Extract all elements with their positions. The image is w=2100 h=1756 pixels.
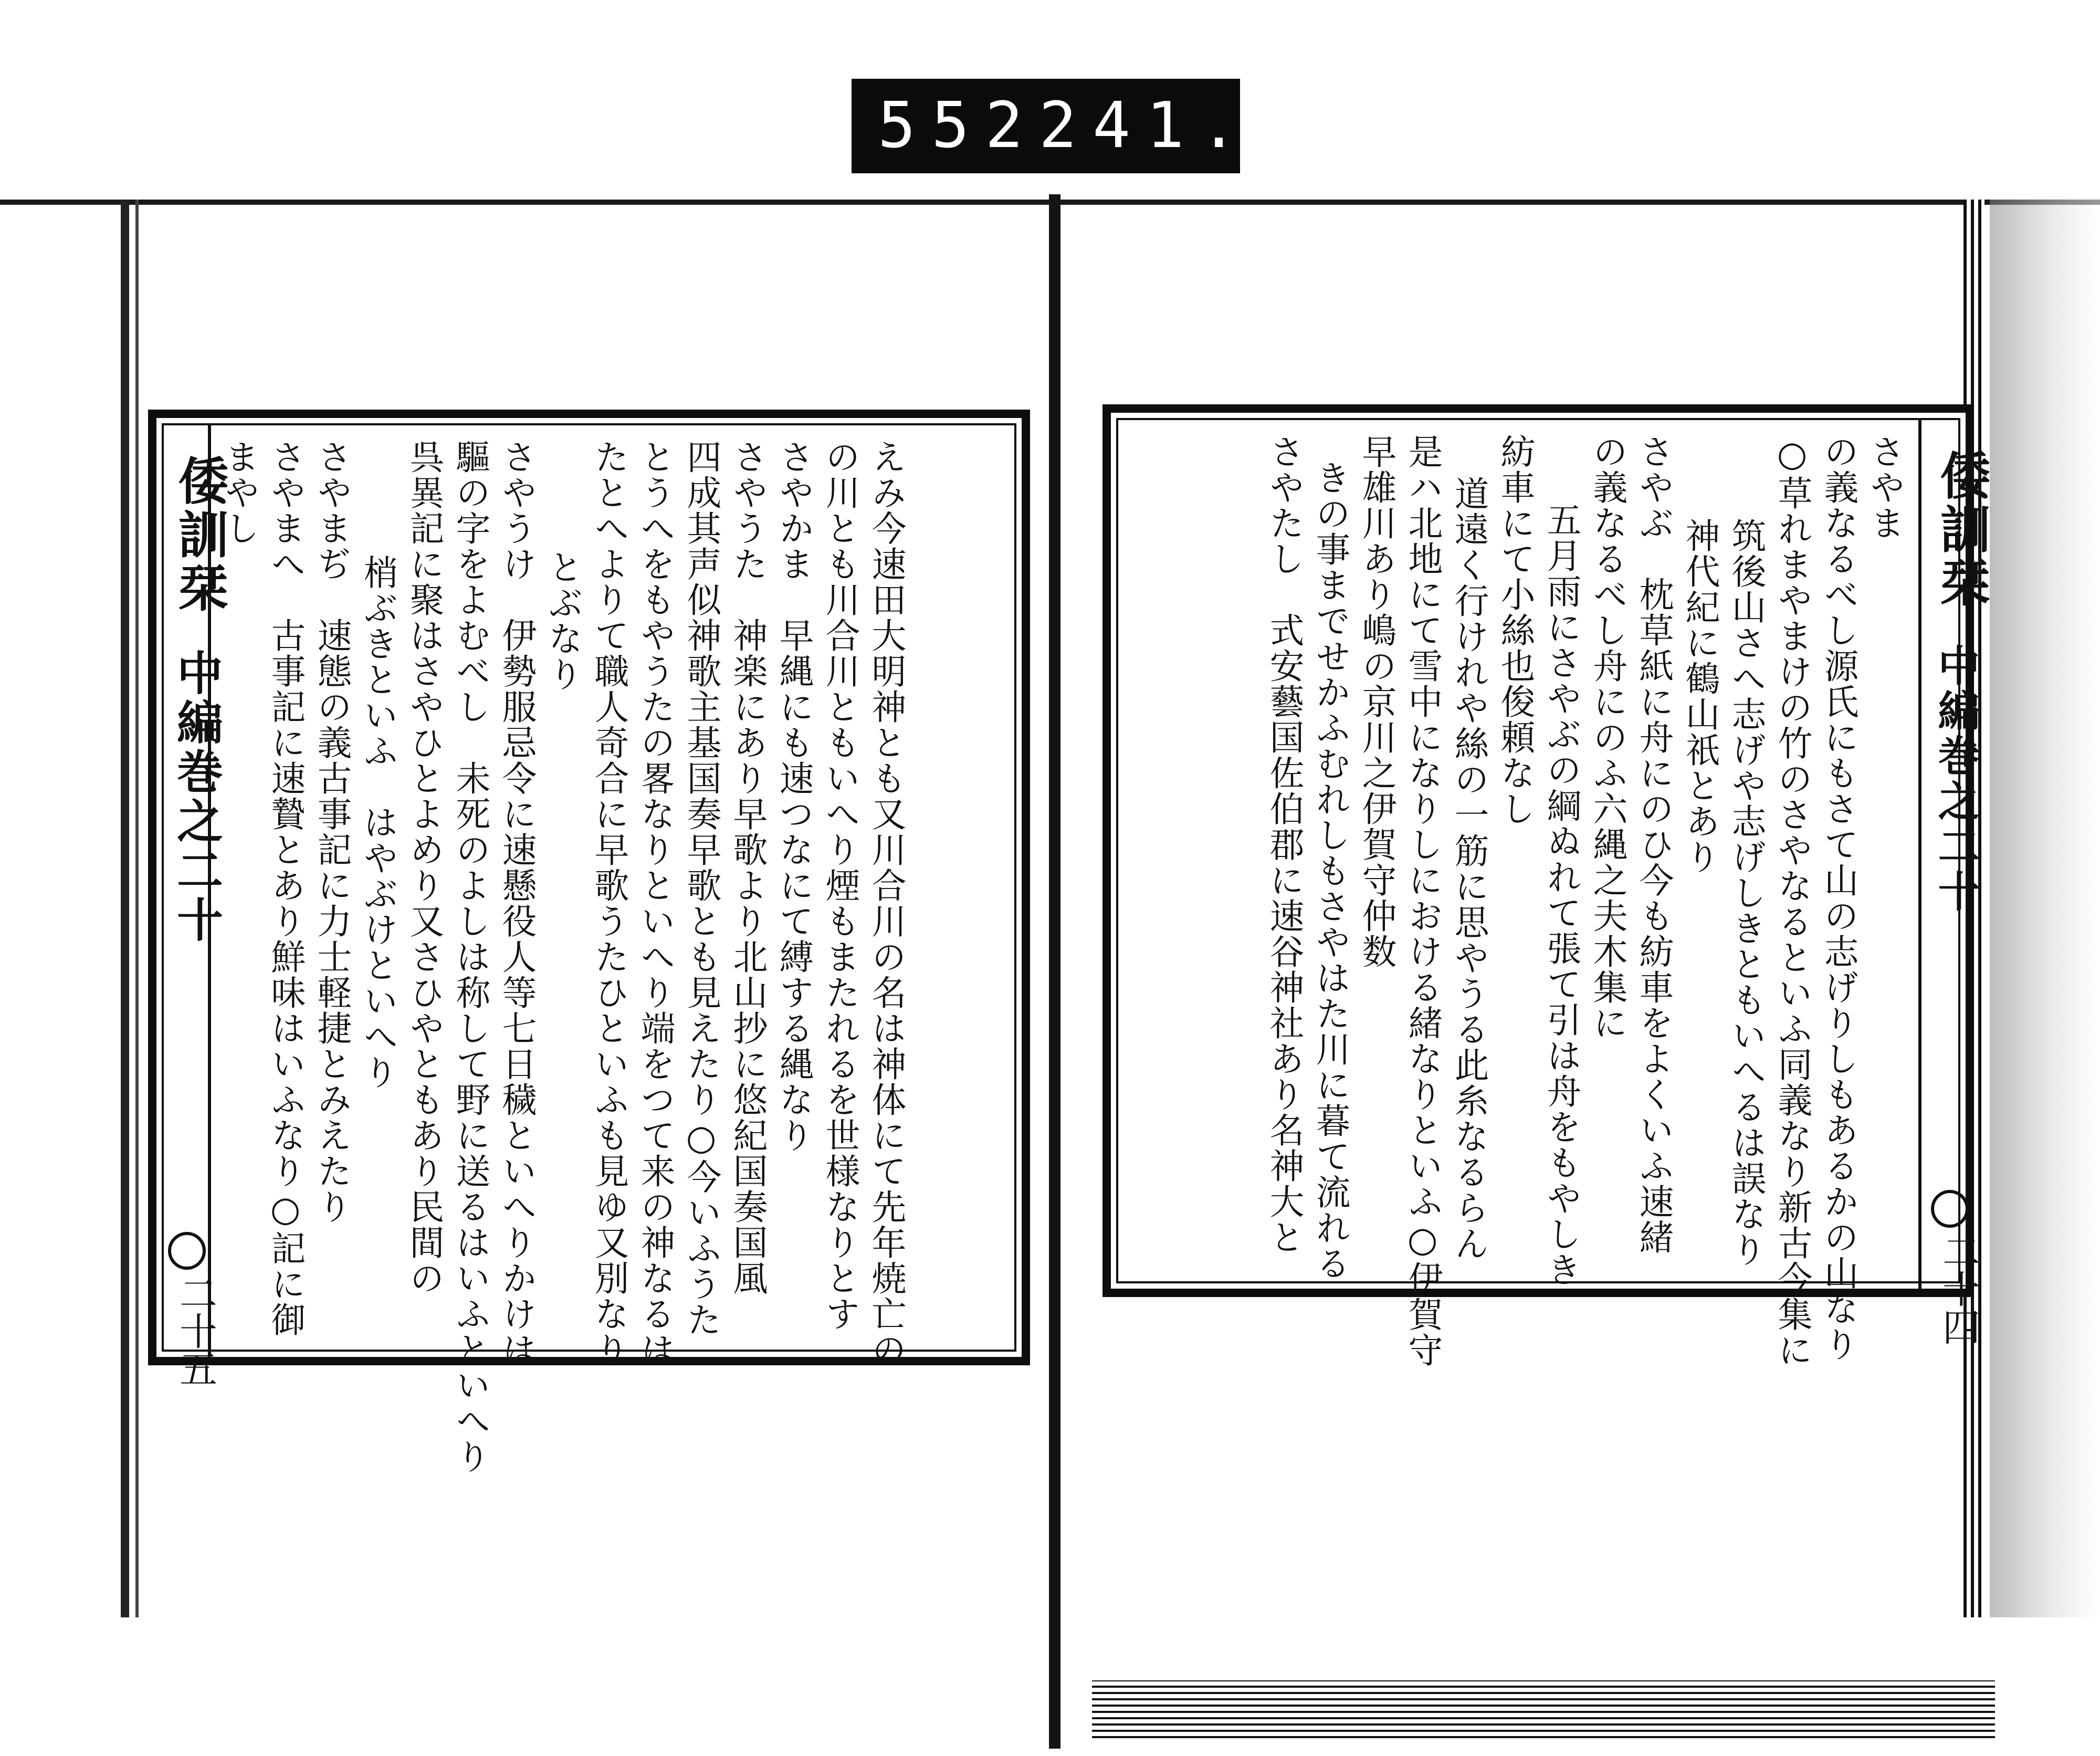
- right-col-9: 道遠く行けれや絲の一筋に思やうる此糸なるらん: [1448, 476, 1489, 1261]
- left-margin-title: 倭訓栞: [170, 455, 229, 615]
- left-margin-circle-icon: [168, 1232, 206, 1270]
- left-col-11: 梢ぶきといふ はやぶけといへり: [358, 555, 398, 1090]
- right-col-5: さやぶ 枕草紙に舟にのひ今も紡車をよくいふ速緒: [1633, 434, 1674, 1255]
- right-col-13: さやたし 式安藝国佐伯郡に速谷神社あり名神大と: [1264, 434, 1304, 1255]
- left-col-14: まやし: [219, 439, 259, 546]
- right-margin-divider: [1918, 418, 1922, 1290]
- right-page-frame: [1102, 404, 1991, 1368]
- right-shadow: [1990, 200, 2100, 1617]
- left-col-2: さやかま 早縄にも速つなにて縛する縄なり: [773, 439, 814, 1153]
- left-page-edge: [121, 200, 129, 1617]
- right-col-4: 神代紀に鶴山祇とあり: [1679, 518, 1720, 875]
- left-page-frame: [148, 410, 1030, 1475]
- left-col-13: さやまへ 古事記に速贄とあり鮮味はいふなり○記に御: [265, 439, 306, 1337]
- right-col-6: の義なるべし舟にのふ六縄之夫木集に: [1587, 434, 1628, 1041]
- book-gutter: [1049, 194, 1060, 1749]
- right-page-number: 二十四: [1936, 1232, 1980, 1345]
- left-col-10: 呉異記に聚はさやひとよめり又さひやともあり民間の: [404, 439, 444, 1296]
- right-col-3: 筑後山さへ志げや志げしきともいへるは誤なり: [1726, 518, 1766, 1268]
- scan-label: [852, 79, 1254, 173]
- left-col-6: たとへよりて職人奇合に早歌うたひといふも見ゆ又別なり: [589, 439, 629, 1367]
- left-col-5: とうへをもやうたの畧なりといへり端をつて来の神なるは: [635, 439, 675, 1367]
- left-margin-divider: [208, 423, 211, 1358]
- left-page-edge-inner: [135, 200, 139, 1617]
- left-col-0: えみ今速田大明神とも又川合川の名は神体にて先年焼亡の: [866, 439, 906, 1367]
- left-col-9: 驅の字をよむべし 未死のよしは称して野に送るはいふといへり: [450, 439, 490, 1475]
- right-col-7: 五月雨にさやぶの綱ぬれて張て引は舟をもやしき: [1541, 502, 1581, 1288]
- right-col-8: 紡車にて小絲也俊頼なし: [1495, 434, 1535, 827]
- scan-label-left: 552: [878, 89, 1039, 162]
- right-col-11: 早雄川あり嶋の京川之伊賀守仲数: [1356, 434, 1396, 969]
- right-col-10: 是ハ北地にて雪中になりしにおける緒なりといふ○伊賀守: [1402, 434, 1443, 1368]
- left-col-3: さやうた 神楽にあり早歌より北山抄に悠紀国奏国風: [727, 439, 768, 1296]
- right-col-1: の義なるべし源氏にもさて山の志げりしもあるかの山なり: [1818, 434, 1858, 1362]
- right-margin-subtitle: 中編巻之二十: [1931, 644, 1980, 915]
- scan-label-right: 241.: [1038, 89, 1254, 162]
- left-col-12: さやまぢ 速態の義古事記に力士軽捷とみえたり: [311, 439, 352, 1225]
- left-col-4: 四成其声似神歌主基国奏早歌とも見えたり○今いふうた: [681, 439, 721, 1337]
- left-margin-subtitle: 中編巻之二十: [170, 649, 224, 945]
- right-col-0: さやま: [1864, 434, 1905, 541]
- right-col-12: きの事までせかふむれしもさやはた川に暮て流れる: [1310, 460, 1350, 1281]
- page-stack-bottom: [1092, 1680, 1995, 1738]
- right-margin-circle-icon: [1931, 1190, 1969, 1228]
- left-page-number: 二十五: [173, 1274, 217, 1387]
- left-col-8: さやうけ 伊勢服忌令に速懸役人等七日穢といへりかけは: [496, 439, 537, 1367]
- right-margin-title: 倭訓栞: [1932, 450, 1991, 610]
- left-col-7: とぶなり: [542, 549, 583, 692]
- right-col-2: ○草れまやまけの竹のさやなるといふ同義なり新古今集に: [1772, 434, 1812, 1368]
- left-col-1: の川とも川合川ともいへり煙もまたれるを世様なりとす: [820, 439, 860, 1332]
